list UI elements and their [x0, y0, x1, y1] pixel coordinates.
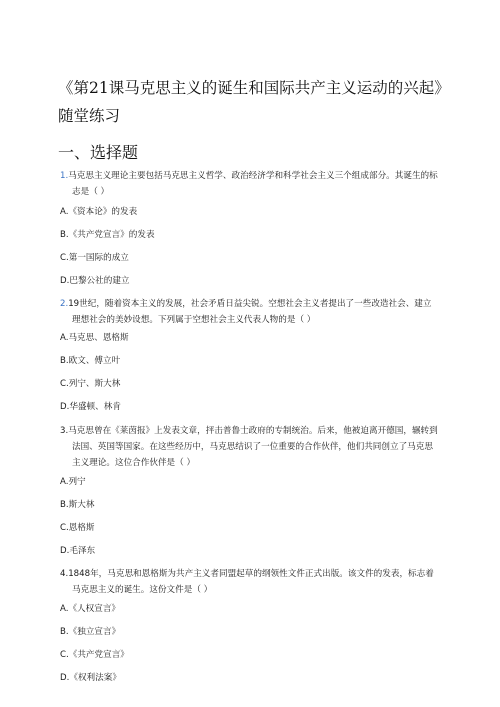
document-title: 《第21课马克思主义的诞生和国际共产主义运动的兴起》随堂练习	[58, 79, 442, 125]
question-text: 19世纪，随着资本主义的发展，社会矛盾日益尖锐。空想社会主义者提出了一些改造社会、建立理想社会的美妙设想。下列属于空想社会主义代表人物的是（ ）	[68, 299, 432, 325]
question-3-option-a: A.列宁	[60, 477, 86, 487]
question-text: 马克思主义理论主要包括马克思主义哲学、政治经济学和科学社会主义三个组成部分。其诞生的标志是（ ）	[68, 171, 438, 197]
question-text: 1848年，马克思和恩格斯为共产主义者同盟起草的纲领性文件正式出版。该文件的发表，标志着马克思主义的诞生。这份文件是（ ）	[68, 569, 434, 595]
question-1-option-a: A.《资本论》的发表	[60, 207, 138, 217]
question-4-option-c: C.《共产党宣言》	[60, 650, 129, 660]
section-heading: 一、选择题	[58, 143, 139, 162]
question-number: 3.	[60, 426, 69, 436]
question-1-stem	[60, 168, 440, 200]
question-1-option-d: D.巴黎公社的建立	[60, 276, 130, 286]
question-3-option-d: D.毛泽东	[60, 546, 96, 556]
question-text: 马克思曾在《莱茵报》上发表文章，抨击普鲁士政府的专制统治。后来，他被迫离开德国，辗转到法国、英国等国家。在这些经历中，马克思结识了一位重要的合作伙伴，他们共同创立了马克思主义理论。这位合作伙伴是（ ）	[68, 426, 438, 468]
question-4-option-b: B.《独立宣言》	[60, 627, 121, 637]
question-2-option-b: B.欧文、傅立叶	[60, 356, 121, 366]
question-1-option-c: C.第一国际的成立	[60, 253, 129, 263]
question-1-option-b: B.《共产党宣言》的发表	[60, 230, 155, 240]
question-3-option-c: C.恩格斯	[60, 523, 95, 533]
question-number: 1.	[60, 171, 69, 181]
question-4-option-d: D.《权利法案》	[60, 673, 121, 683]
question-3-option-b: B.斯大林	[60, 500, 95, 510]
question-4-option-a: A.《人权宣言》	[60, 604, 121, 614]
question-4-stem	[60, 566, 440, 598]
question-number: 4.	[60, 569, 69, 579]
question-2-stem	[60, 296, 440, 328]
question-3-stem	[60, 423, 440, 471]
question-number: 2.	[60, 299, 69, 309]
question-2-option-c: C.列宁、斯大林	[60, 379, 121, 389]
question-2-option-d: D.华盛顿、林肯	[60, 402, 121, 412]
question-2-option-a: A.马克思、恩格斯	[60, 333, 129, 343]
